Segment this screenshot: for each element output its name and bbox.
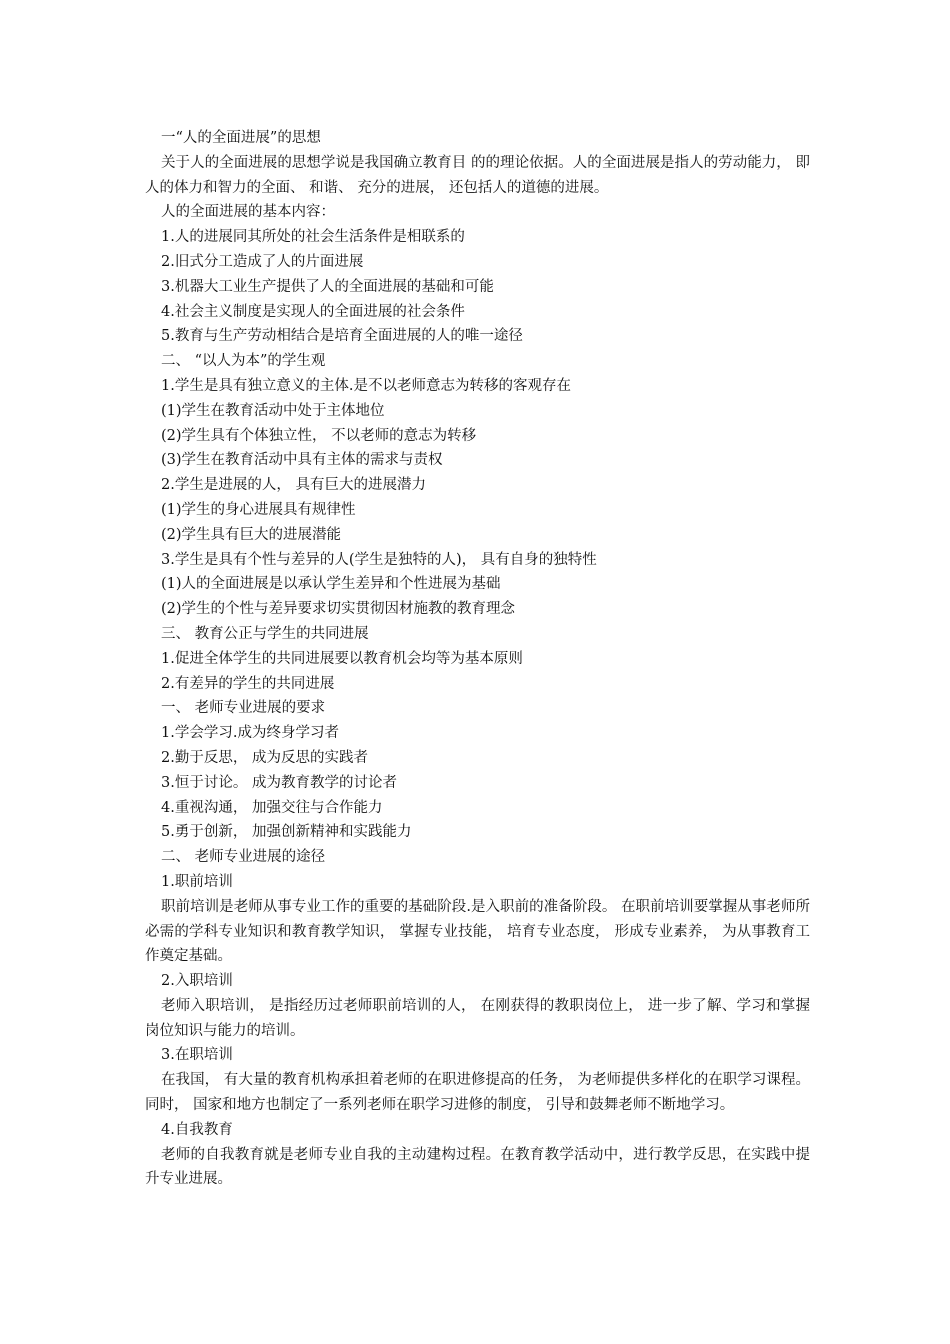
body-paragraph: 在我国， 有大量的教育机构承担着老师的在职进修提高的任务， 为老师提供多样化的在职学习课程。 同时， 国家和地方也制定了一系列老师在职学习进修的制度， 引导和鼓舞老师不断地学习。 [145, 1072, 810, 1114]
text-line: (1)学生的身心进展具有规律性 [161, 501, 356, 518]
text-line: (2)学生的个性与差异要求切实贯彻因材施教的教育理念 [161, 601, 516, 618]
text-line: (1)人的全面进展是以承认学生差异和个性进展为基础 [161, 576, 501, 593]
text-line: 5.教育与生产劳动相结合是培育全面进展的人的唯一途径 [161, 328, 523, 345]
text-line: (2)学生具有个体独立性， 不以老师的意志为转移 [161, 427, 477, 444]
body-paragraph: 关于人的全面进展的思想学说是我国确立教育目 的的理论依据。人的全面进展是指人的劳动能力， 即人的体力和智力的全面、 和谐、 充分的进展， 还包括人的道德的进展。 [145, 154, 810, 196]
text-line: 3.恒于讨论。 成为教育教学的讨论者 [161, 774, 397, 791]
text-line: 1.人的进展同其所处的社会生活条件是相联系的 [161, 229, 465, 246]
text-line: 3.机器大工业生产提供了人的全面进展的基础和可能 [161, 278, 494, 295]
text-line: 3.学生是具有个性与差异的人(学生是独特的人)， 具有自身的独特性 [161, 551, 597, 568]
text-line: 4.社会主义制度是实现人的全面进展的社会条件 [161, 303, 465, 320]
text-line: 1.促进全体学生的共同进展要以教育机会均等为基本原则 [161, 650, 523, 667]
text-line: 2.入职培训 [161, 973, 233, 990]
text-line: 5.勇于创新， 加强创新精神和实践能力 [161, 824, 412, 841]
body-paragraph: 老师的自我教育就是老师专业自我的主动建构过程。在教育教学活动中，进行教学反思，在实践中提升专业进展。 [145, 1146, 810, 1188]
text-line: 三、 教育公正与学生的共同进展 [161, 625, 369, 642]
text-line: (2)学生具有巨大的进展潜能 [161, 526, 342, 543]
text-line: (3)学生在教育活动中具有主体的需求与责权 [161, 452, 443, 469]
text-line: 4.重视沟通， 加强交往与合作能力 [161, 799, 383, 816]
body-paragraph: 职前培训是老师从事专业工作的重要的基础阶段.是入职前的准备阶段。 在职前培训要掌握从事老师所必需的学科专业知识和教育教学知识， 掌握专业技能， 培育专业态度， 形成专业素养， 为从事教育工作奠定基础。 [145, 898, 810, 965]
text-line: 二、 “以人为本”的学生观 [161, 353, 326, 370]
text-line: 2.有差异的学生的共同进展 [161, 675, 335, 692]
text-line: 一、 老师专业进展的要求 [161, 700, 326, 717]
text-line: 2.学生是进展的人， 具有巨大的进展潜力 [161, 477, 426, 494]
text-line: 二、 老师专业进展的途径 [161, 849, 326, 866]
body-paragraph: 老师入职培训， 是指经历过老师职前培训的人， 在刚获得的教职岗位上， 进一步了解、学习和掌握岗位知识与能力的培训。 [145, 997, 810, 1039]
text-line: 人的全面进展的基本内容： [161, 204, 335, 221]
text-line: 2.旧式分工造成了人的片面进展 [161, 253, 364, 270]
text-line: 1.学生是具有独立意义的主体.是不以老师意志为转移的客观存在 [161, 377, 571, 394]
document-body [145, 126, 810, 1192]
text-line: 4.自我教育 [161, 1121, 233, 1138]
text-line: 一“人的全面进展”的思想 [161, 130, 321, 146]
text-line: 1.职前培训 [161, 873, 233, 890]
text-line: 2.勤于反思， 成为反思的实践者 [161, 749, 368, 766]
text-line: (1)学生在教育活动中处于主体地位 [161, 402, 385, 419]
text-line: 1.学会学习.成为终身学习者 [161, 725, 339, 742]
text-line: 3.在职培训 [161, 1047, 233, 1064]
